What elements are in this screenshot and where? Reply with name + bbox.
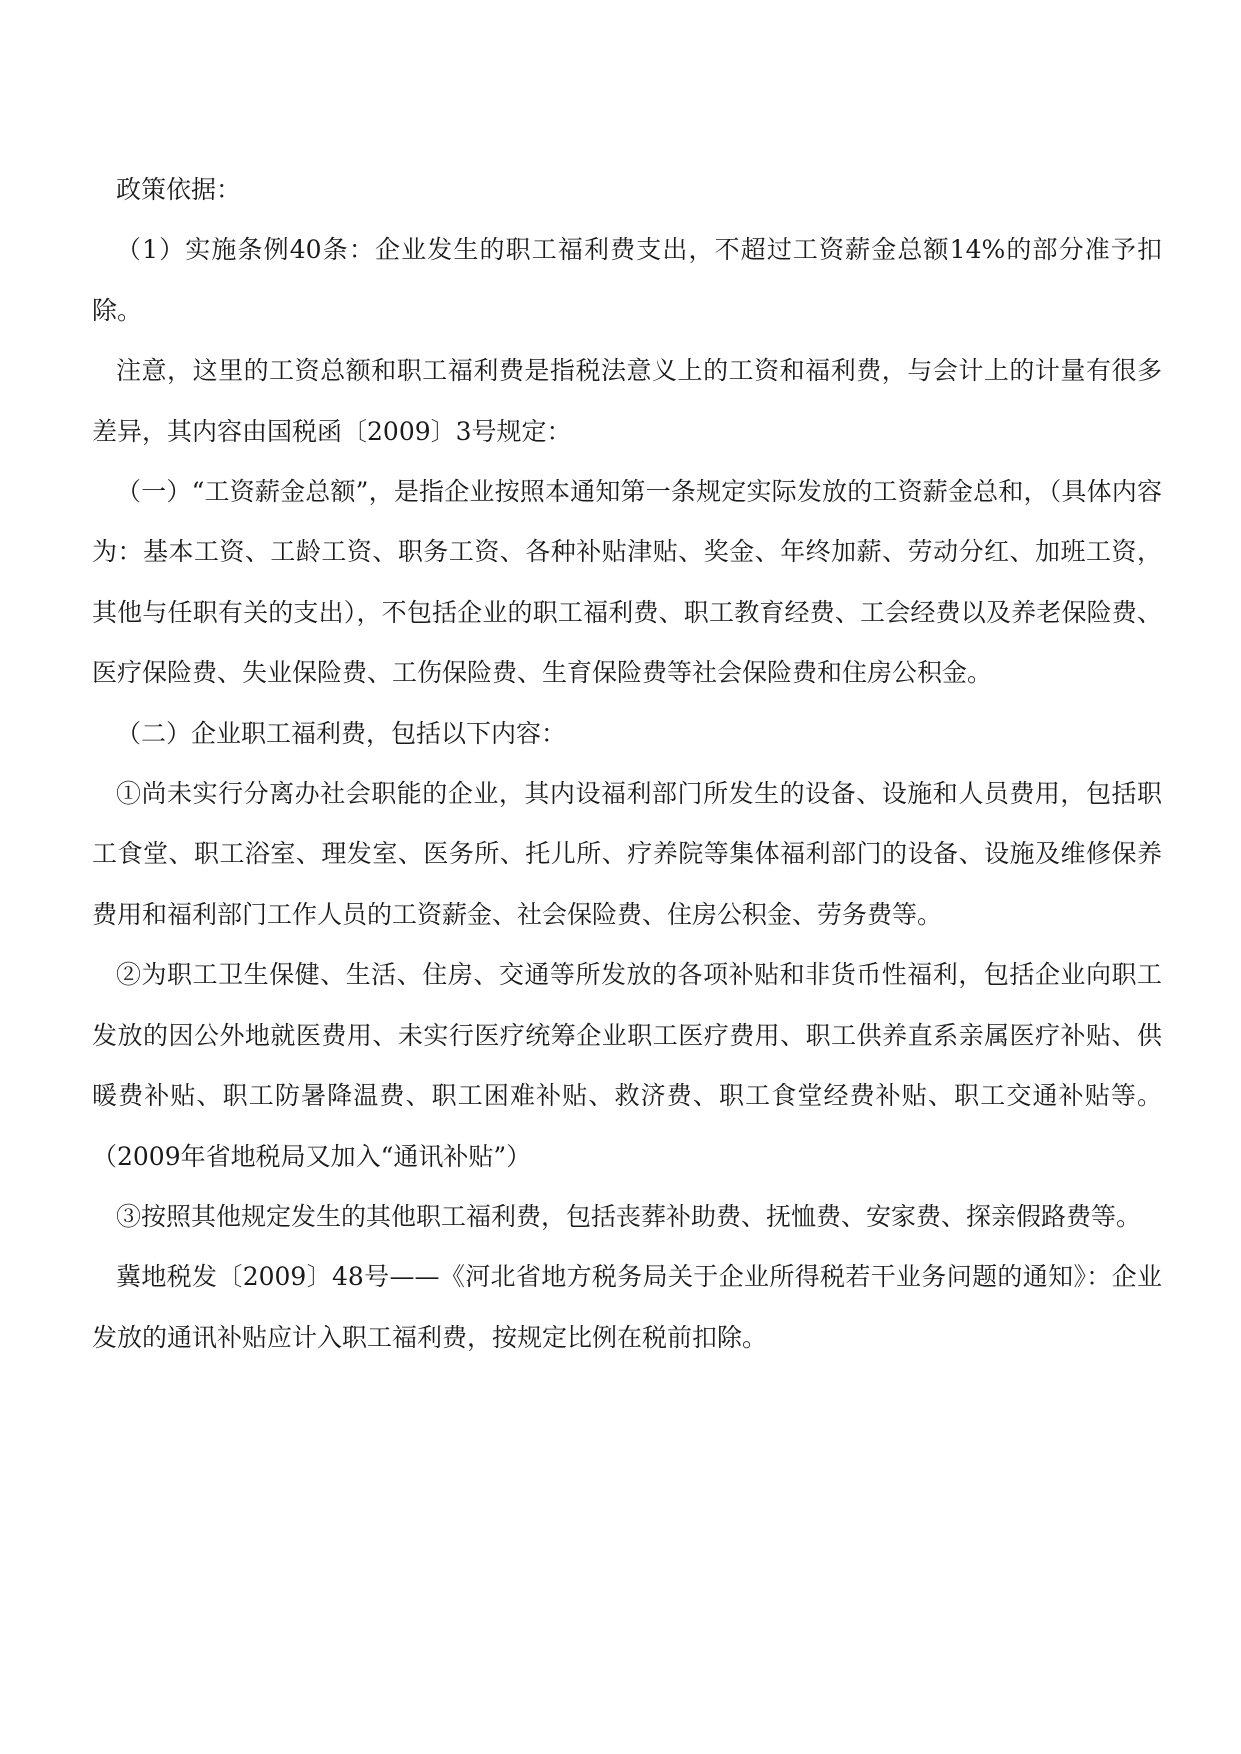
paragraph-note: 注意，这里的工资总额和职工福利费是指税法意义上的工资和福利费，与会计上的计量有很多差异，其内容由国税函〔2009〕3号规定： [92, 356, 1162, 446]
paragraph-article-40: （1）实施条例40条：企业发生的职工福利费支出，不超过工资薪金总额14%的部分准予扣除。 [92, 235, 1162, 325]
paragraph-welfare-item-2: ②为职工卫生保健、生活、住房、交通等所发放的各项补贴和非货币性福利，包括企业向职工发放的因公外地就医费用、未实行医疗统筹企业职工医疗费用、职工供养直系亲属医疗补贴、供暖费补贴、职工防暑降温费、职工困难补贴、救济费、职工食堂经费补贴、职工交通补贴等。（2009年省地税局又加入“通讯补贴”） [92, 960, 1162, 1171]
paragraph-policy-basis: 政策依据： [116, 175, 242, 204]
paragraph-welfare-item-3: ③按照其他规定发生的其他职工福利费，包括丧葬补助费、抚恤费、安家费、探亲假路费等。 [116, 1201, 1142, 1231]
paragraph-wage-total: （一）“工资薪金总额”，是指企业按照本通知第一条规定实际发放的工资薪金总和，（具体内容为：基本工资、工龄工资、职务工资、各种补贴津贴、奖金、年终加薪、劳动分红、加班工资，其他与任职有关的支出），不包括企业的职工福利费、职工教育经费、工会经费以及养老保险费、医疗保险费、失业保险费、工伤保险费、生育保险费等社会保险费和住房公积金。 [92, 477, 1162, 688]
document-body [92, 160, 1162, 1368]
paragraph-welfare-item-1: ①尚未实行分离办社会职能的企业，其内设福利部门所发生的设备、设施和人员费用，包括职工食堂、职工浴室、理发室、医务所、托儿所、疗养院等集体福利部门的设备、设施及维修保养费用和福利部门工作人员的工资薪金、社会保险费、住房公积金、劳务费等。 [92, 779, 1162, 929]
paragraph-welfare-heading: （二）企业职工福利费，包括以下内容： [116, 718, 567, 748]
paragraph-hebei-notice: 冀地税发〔2009〕48号——《河北省地方税务局关于企业所得税若干业务问题的通知》：企业发放的通讯补贴应计入职工福利费，按规定比例在税前扣除。 [92, 1262, 1162, 1352]
